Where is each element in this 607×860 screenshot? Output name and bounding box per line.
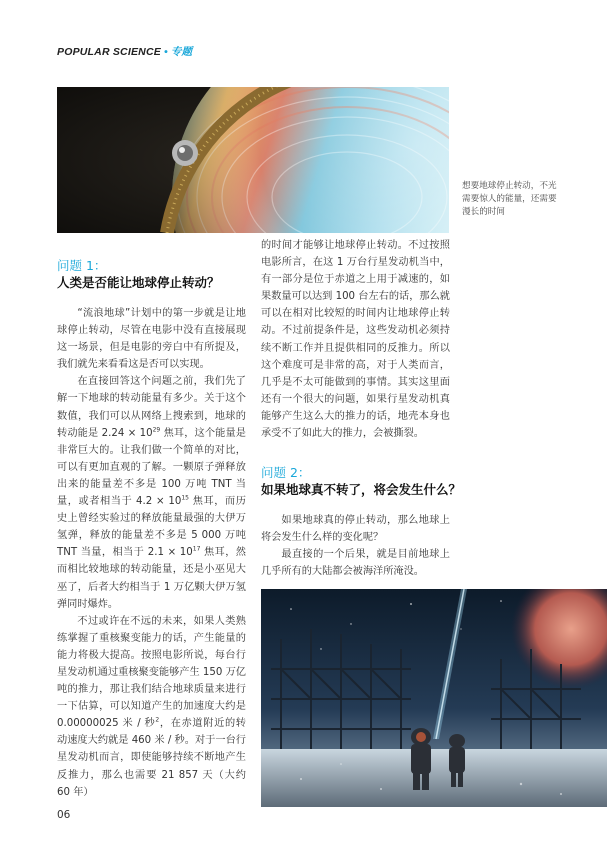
section-tag: 专题 [170, 46, 193, 58]
question-2-label: 问题 2： [261, 465, 311, 480]
paragraph: 的时间才能够让地球停止转动。不过按照电影所言，在这 1 万台行星发动机当中，有一部分是位于赤道之上用于减速的，如果数量可以达到 100 台左右的话，那么就可以在相对比较短的时间内让地球停止转动。不过前提条件是，这些发动机必须持续不断工作并且提供相同的反推力。所以这个难度可是非常的高，对于人类而言，几乎是不太可能做到的事情。其实这里面还有一个很大的问题，如果行星发动机真能够产生这么大的推力的话，地壳本身也承受不了如此大的推力，会被撕裂。 [261, 240, 450, 440]
question-2-title: 如果地球真不转了，将会发生什么？ [261, 482, 462, 497]
paragraph: “流浪地球”计划中的第一步就是让地球停止转动，尽管在电影中没有直接展现这一场景，但是电影的旁白中有所提及，我们就先来看看这是否可以实现。 [57, 308, 246, 371]
magazine-header [57, 44, 192, 59]
page-number: 06 [57, 809, 71, 821]
paragraph: 如果地球真的停止转动，那么地球上将会发生什么样的变化呢？ [261, 515, 450, 544]
photo-caption: 想要地球停止转动，不光需要惊人的能量，还需要漫长的时间 [462, 181, 557, 217]
paragraph: 最直接的一个后果，就是目前地球上几乎所有的大陆都会被海洋所淹没。 [261, 549, 450, 578]
spinning-globe-photo [57, 87, 449, 233]
paragraph: 不过或许在不远的未来，如果人类熟练掌握了重核聚变能力的话，产生能量的能力将极大提高。按照电影所说，每台行星发动机通过重核聚变能够产生 150 万亿吨的推力，那让我们结合地球质量来进行一下估算，可以知道产生的加速度大约是 0.00000025 米 / 秒$^2$，在赤道附近的转动速度大约就是 460 米 / 秒。对于一台行星发动机而言，即使能够持续不断地产生反推力，那么也需要 21 857 天（大约 60 年） [57, 615, 246, 798]
frozen-earth-scene-photo [261, 589, 607, 807]
paragraph: 在直接回答这个问题之前，我们先了解一下地球的转动能量有多少。关于这个数值，我们可以从网络上搜索到，地球的转动能是 $2.24 \times 10^{29}$ 焦耳，这个能量是非常巨大的。让我们做一个简单的对比，可以有更加直观的了解。一颗原子弹释放出来的能量差不多是 100 万吨 TNT 当量，或者相当于 $4.2 \times 10^{15}$ 焦耳，而历史上曾经实验过的释放能量最强的大伊万氢弹，释放的能量差不多是 5 000 万吨 TNT 当量，相当于 $2.1 \times 10^{17}$ 焦耳，然而相比较地球的转动能量，还是小巫见大巫了，后者大约相当于 1 万亿颗大伊万氢弹同时爆炸。 [57, 376, 246, 610]
header-separator: • [163, 46, 168, 58]
magazine-title: POPULAR SCIENCE [57, 46, 161, 58]
question-1-title: 人类是否能让地球停止转动？ [57, 275, 220, 290]
question-1-label: 问题 1： [57, 258, 107, 273]
right-column-continuation [261, 237, 450, 442]
question-2-text [261, 512, 450, 580]
left-column-text [57, 305, 246, 801]
